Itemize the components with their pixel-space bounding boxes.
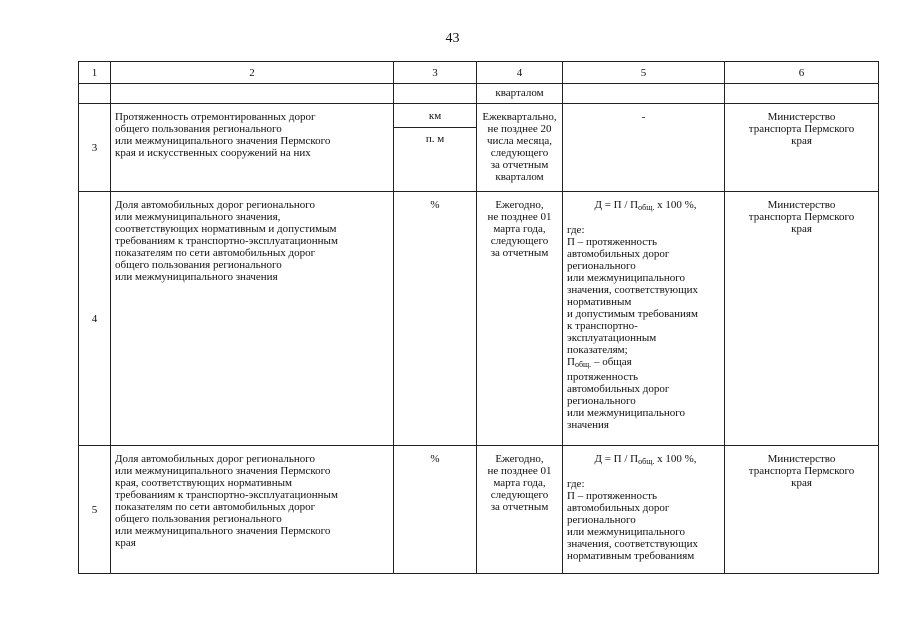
unit-percent: % [394,446,477,574]
report-term: Ежеквартально, не позднее 20 числа месяца, следующего за отчетным кварталом [477,104,563,192]
indicator-name: Протяженность отремонтированных дорог общего пользования регионального или межмуниципального значения Пермского края и искусственных сооружений на них [111,104,394,192]
table-row-5 [79,446,879,574]
report-term: Ежегодно, не позднее 01 марта года, следующего за отчетным [477,192,563,446]
indicator-name: Доля автомобильных дорог регионального или межмуниципального значения, соответствующих нормативным и допустимым требованиям к транспортно-эксплуатационным показателям по сети автомобильных дорог общего пользования регионального или межмуниципального значения [111,192,394,446]
formula-where: где: [567,478,585,490]
responsible-body: Министерство транспорта Пермского края [725,192,879,446]
carryover-row [79,84,879,104]
header-col-6: 6 [725,62,879,84]
responsible-body: Министерство транспорта Пермского края [725,104,879,192]
header-col-3: 3 [394,62,477,84]
unit-km: км [428,110,442,122]
table-row-3 [79,104,879,192]
row-number: 4 [79,192,111,446]
header-col-5: 5 [563,62,725,84]
calc-formula: - [563,104,725,192]
page-number: 43 [445,31,460,46]
formula-expression: $Д = П / П_{общ.}$ x 100 %, [594,453,697,466]
unit-pm: п. м [394,127,476,145]
header-col-2: 2 [111,62,394,84]
formula-ptotal-definition: $П_{общ.}$ – общая протяженность автомобильных дорог регионального или межмуниципального значения [567,356,685,431]
table-row-4 [79,192,879,446]
formula-p-definition: П – протяженность автомобильных дорог регионального или межмуниципального значения, соответствующих нормативным требованиям [567,490,699,562]
header-col-1: 1 [79,62,111,84]
unit-percent: % [394,192,477,446]
row-number: 5 [79,446,111,574]
row-number: 3 [79,104,111,192]
table-header-row [79,62,879,84]
indicator-name: Доля автомобильных дорог регионального или межмуниципального значения Пермского края, соответствующих нормативным требованиям к транспортно-эксплуатационным показателям по сети автомобильных дорог общего пользования регионального или межмуниципального значения Пермского края [111,446,394,574]
formula-p-definition: П – протяженность автомобильных дорог регионального или межмуниципального значения, соответствующих нормативным и допустимым требованиям к транспортно- эксплуатационным показателям; [567,236,699,356]
carryover-term: кварталом [477,84,563,104]
header-col-4: 4 [477,62,563,84]
calc-formula [563,446,725,574]
formula-where: где: [567,224,585,236]
responsible-body: Министерство транспорта Пермского края [725,446,879,574]
calc-formula [563,192,725,446]
formula-expression: $Д = П / П_{общ.}$ x 100 %, [594,199,697,212]
report-term: Ежегодно, не позднее 01 марта года, следующего за отчетным [477,446,563,574]
indicators-table [78,61,879,574]
